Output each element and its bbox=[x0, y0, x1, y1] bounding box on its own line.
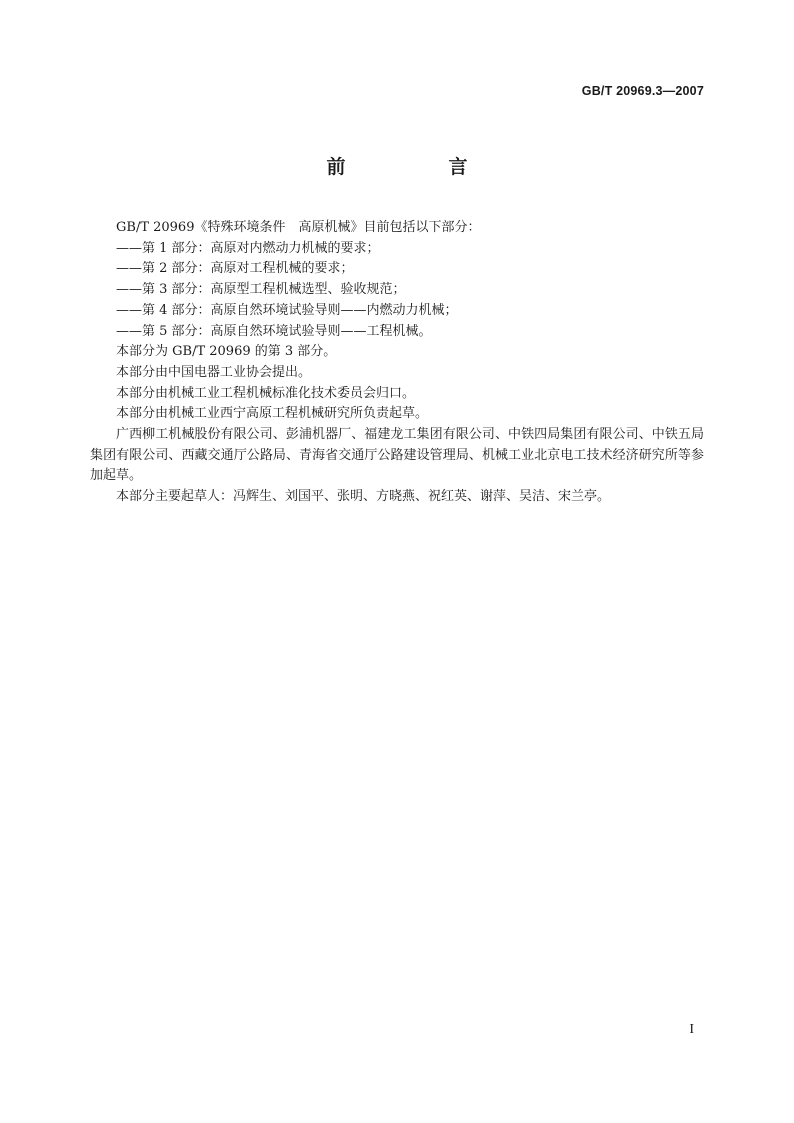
standard-number: GB/T 20969.3—2007 bbox=[581, 84, 704, 98]
statement-paragraph: 本部分为 GB/T 20969 的第 3 部分。 bbox=[116, 344, 337, 360]
intro-paragraph: GB/T 20969《特殊环境条件 高原机械》目前包括以下部分： bbox=[116, 220, 481, 235]
page-title: 前 言 bbox=[326, 156, 510, 178]
part-list-item: ——第 5 部分：高原自然环境试验导则——工程机械。 bbox=[116, 323, 432, 339]
statement-paragraph: 本部分由机械工业工程机械标准化技术委员会归口。 bbox=[116, 385, 416, 401]
part-list-item: ——第 2 部分：高原对工程机械的要求； bbox=[116, 261, 354, 277]
drafting-units-paragraph: 广西柳工机械股份有限公司、彭浦机器厂、福建龙工集团有限公司、中铁四局集团有限公司、中铁五局集团有限公司、西藏交通厅公路局、青海省交通厅公路建设管理局、机械工业北京电工技术经济研究所等参加起草。 bbox=[90, 427, 704, 484]
part-list-item: ——第 4 部分：高原自然环境试验导则——内燃动力机械； bbox=[116, 302, 458, 318]
drafters-paragraph: 本部分主要起草人：冯辉生、刘国平、张明、方晓燕、祝红英、谢萍、吴洁、宋兰亭。 bbox=[116, 489, 611, 505]
statement-paragraph: 本部分由中国电器工业协会提出。 bbox=[116, 364, 312, 380]
part-list-item: ——第 1 部分：高原对内燃动力机械的要求； bbox=[116, 240, 380, 256]
page-number: I bbox=[689, 1022, 694, 1037]
part-list-item: ——第 3 部分：高原型工程机械选型、验收规范； bbox=[116, 282, 406, 298]
statement-paragraph: 本部分由机械工业西宁高原工程机械研究所负责起草。 bbox=[116, 406, 429, 422]
foreword-body bbox=[90, 218, 704, 508]
